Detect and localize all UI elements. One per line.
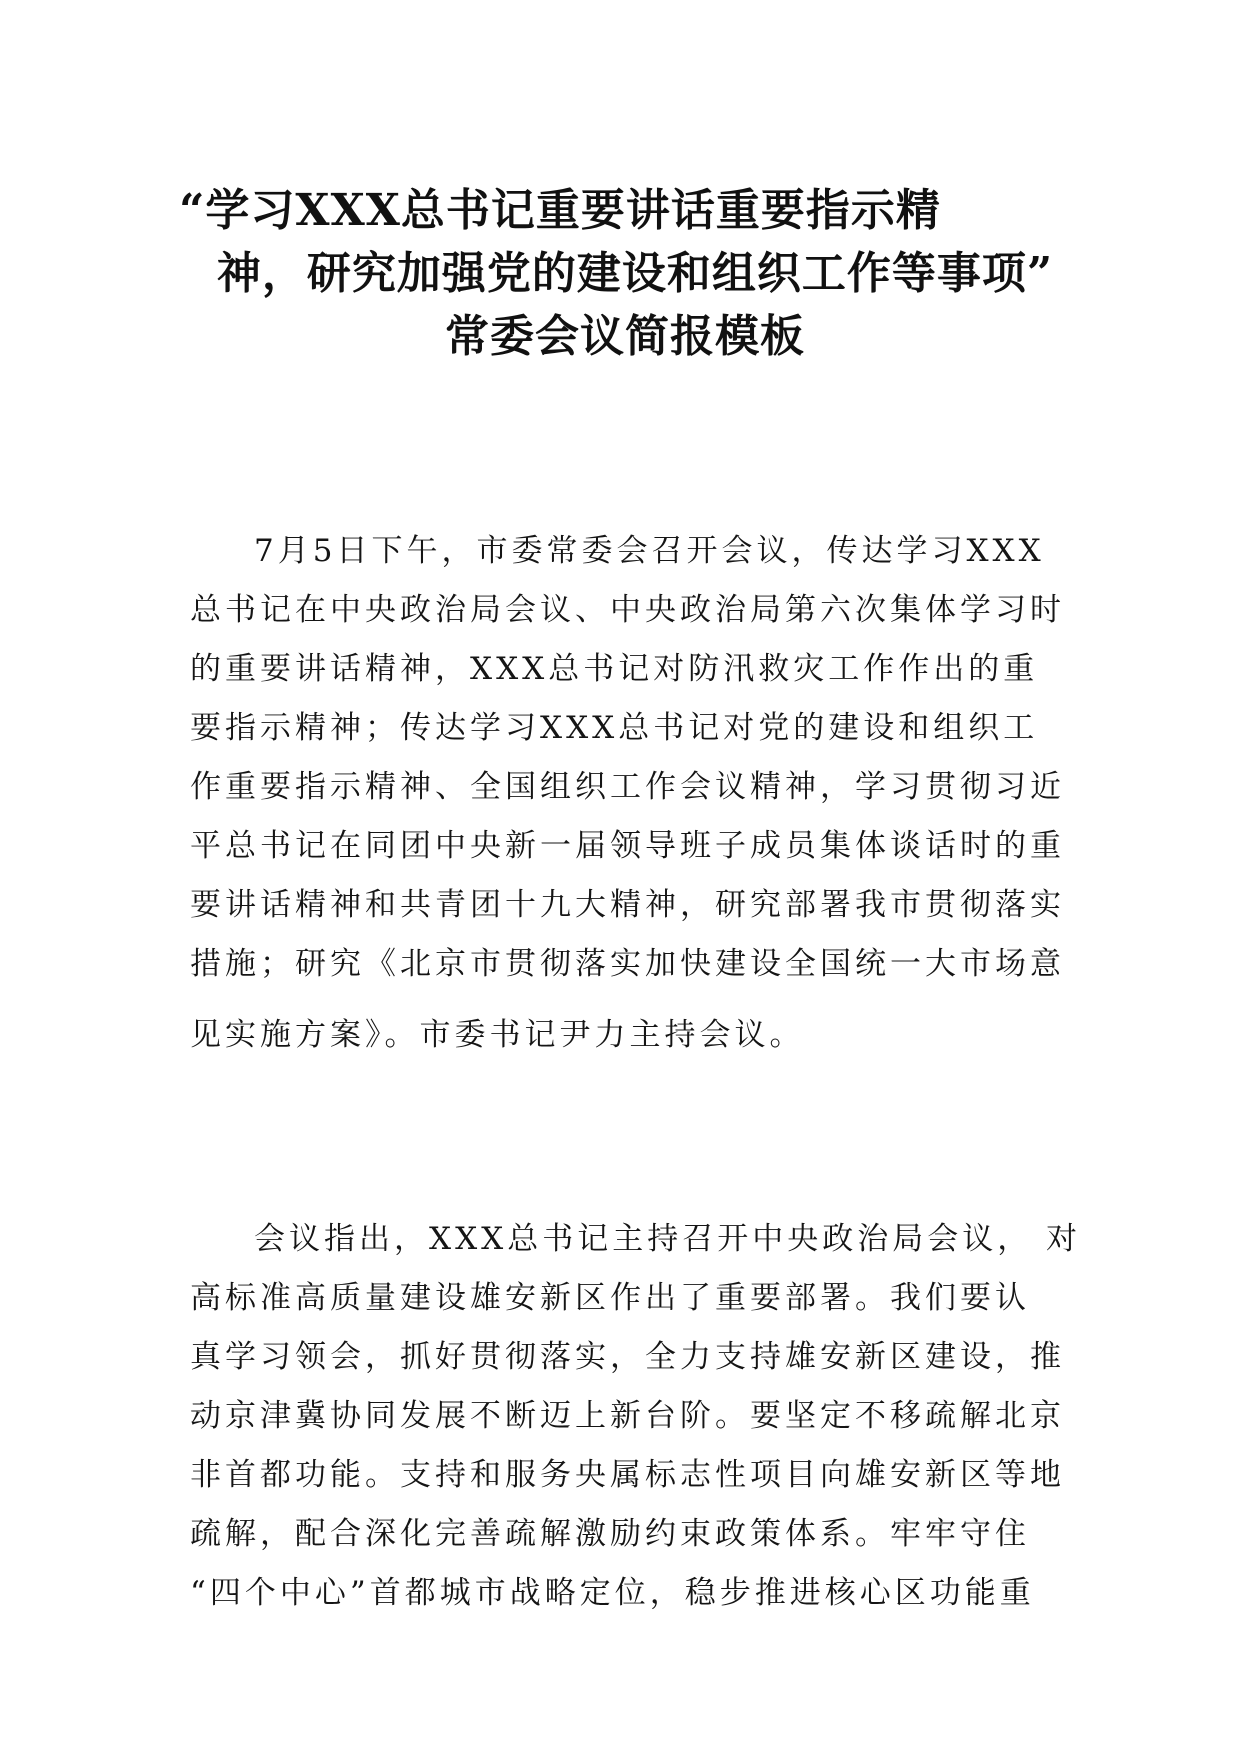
title-line-1: “学习XXX总书记重要讲话重要指示精 xyxy=(179,185,941,237)
paragraph-line: 真学习领会，抓好贯彻落实，全力支持雄安新区建设，推 xyxy=(190,1339,1065,1375)
paragraph-line: 作重要指示精神、全国组织工作会议精神，学习贯彻习近 xyxy=(190,769,1065,805)
paragraph-line: 平总书记在同团中央新一届领导班子成员集体谈话时的重 xyxy=(190,828,1065,864)
title-line-3: 常委会议简报模板 xyxy=(445,311,805,363)
paragraph-line: 高标准高质量建设雄安新区作出了重要部署。我们要认 xyxy=(190,1280,1030,1316)
paragraph-line: 要指示精神；传达学习XXX总书记对党的建设和组织工 xyxy=(190,710,1039,746)
title-line-2: 神，研究加强党的建设和组织工作等事项” xyxy=(216,248,1054,300)
paragraph-line: 疏解，配合深化完善疏解激励约束政策体系。牢牢守住 xyxy=(190,1516,1030,1552)
paragraph-line: 非首都功能。支持和服务央属标志性项目向雄安新区等地 xyxy=(190,1457,1065,1493)
paragraph-line: 措施；研究《北京市贯彻落实加快建设全国统一大市场意 xyxy=(190,946,1065,982)
document-title xyxy=(150,179,1090,368)
paragraph-line: 的重要讲话精神，XXX总书记对防汛救灾工作作出的重 xyxy=(190,651,1039,687)
paragraph-line: 要讲话精神和共青团十九大精神，研究部署我市贯彻落实 xyxy=(190,887,1065,923)
paragraph-line: 见实施方案》。市委书记尹力主持会议。 xyxy=(190,1017,805,1053)
body-paragraph-1 xyxy=(190,522,1065,1065)
paragraph-line: 总书记在中央政治局会议、中央政治局第六次集体学习时 xyxy=(190,592,1065,628)
paragraph-line: 动京津冀协同发展不断迈上新台阶。要坚定不移疏解北京 xyxy=(190,1398,1065,1434)
paragraph-line: 7月5日下午，市委常委会召开会议，传达学习XXX xyxy=(254,533,1045,569)
paragraph-line: 会议指出，XXX总书记主持召开中央政治局会议， 对 xyxy=(254,1221,1082,1257)
body-paragraph-2 xyxy=(190,1210,1082,1623)
paragraph-line: “四个中心”首都城市战略定位，稳步推进核心区功能重 xyxy=(190,1575,1035,1611)
